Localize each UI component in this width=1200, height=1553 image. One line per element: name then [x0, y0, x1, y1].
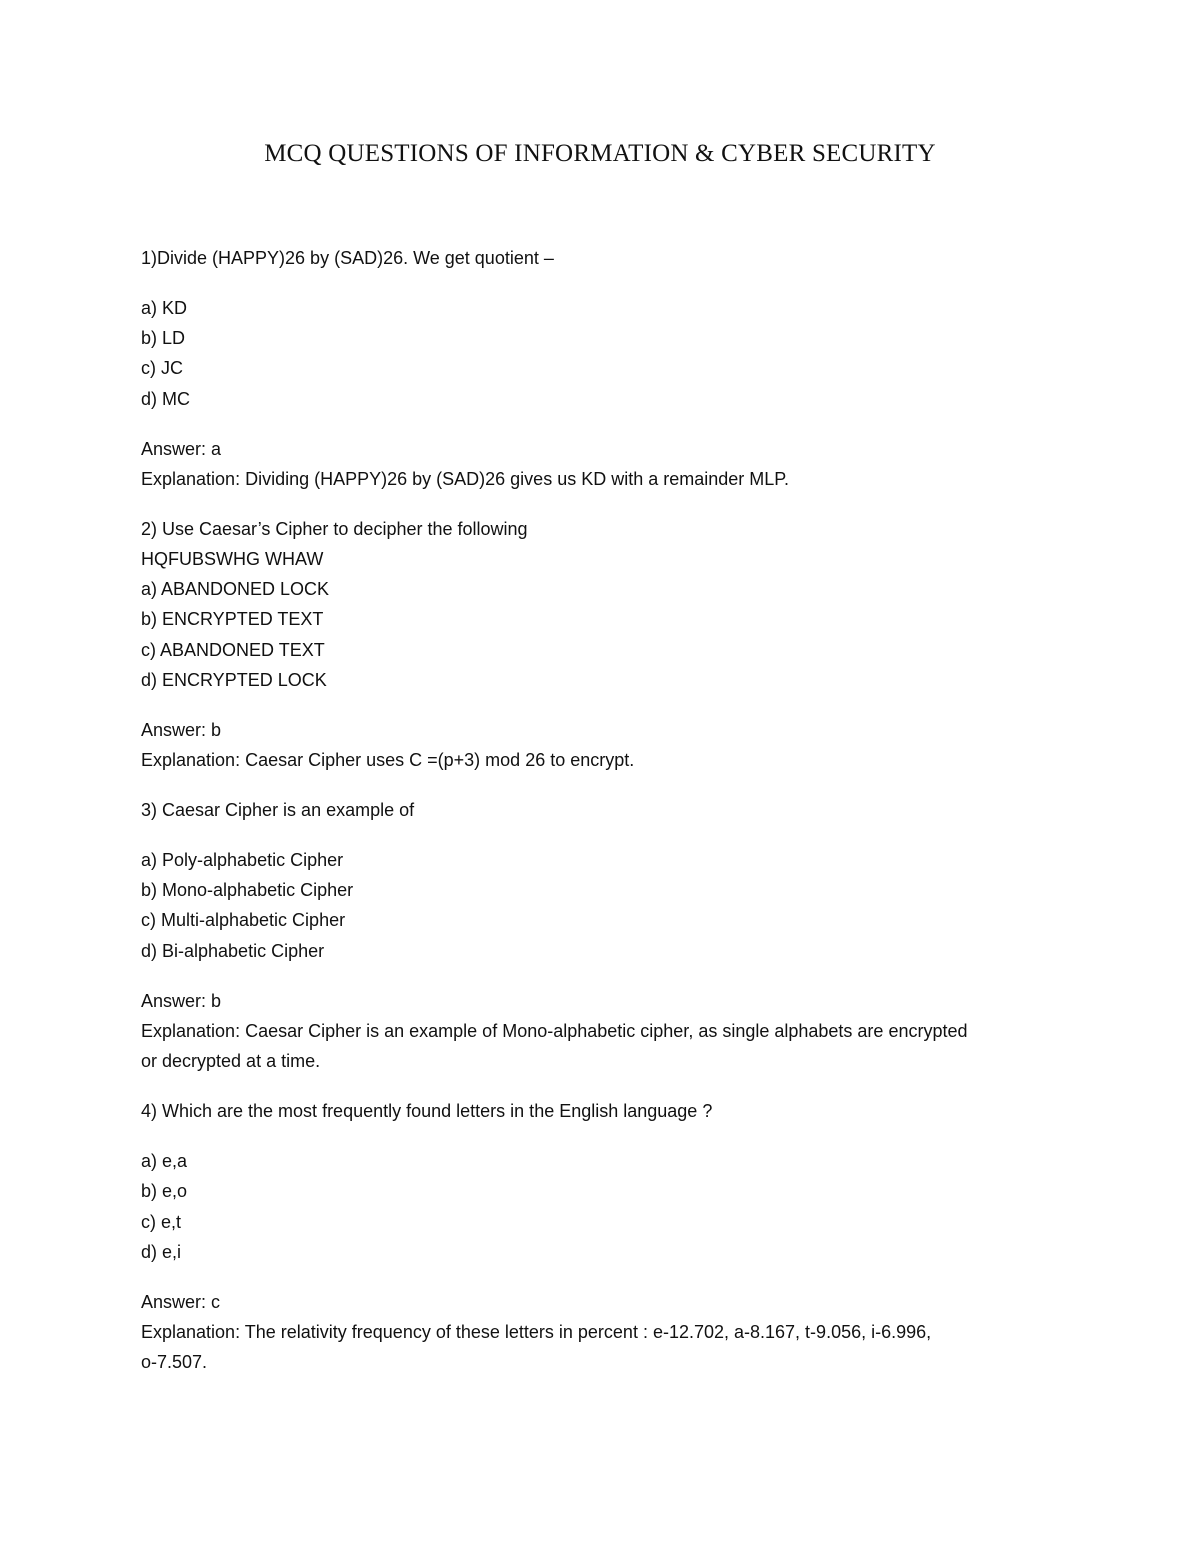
question-1-text: 1)Divide (HAPPY)26 by (SAD)26. We get quotient –	[141, 248, 554, 268]
question-3-answer: Answer: b	[141, 991, 222, 1011]
question-4-option-a: a) e,a	[141, 1151, 188, 1171]
question-4-explanation-line-2: o-7.507.	[141, 1352, 208, 1372]
question-4-text: 4) Which are the most frequently found letters in the English language ?	[141, 1101, 713, 1121]
question-3-option-c: c) Multi-alphabetic Cipher	[141, 910, 346, 930]
question-2-text: 2) Use Caesar’s Cipher to decipher the following	[141, 519, 528, 539]
question-1-option-a: a) KD	[141, 298, 188, 318]
question-1-option-b: b) LD	[141, 328, 186, 348]
question-3-explanation-line-1: Explanation: Caesar Cipher is an example of Mono-alphabetic cipher, as single alphabets are encrypted	[141, 1021, 968, 1041]
question-2-option-b: b) ENCRYPTED TEXT	[141, 609, 324, 629]
question-4-option-c: c) e,t	[141, 1212, 182, 1232]
question-3-option-a: a) Poly-alphabetic Cipher	[141, 850, 344, 870]
question-2-explanation: Explanation: Caesar Cipher uses C =(p+3) mod 26 to encrypt.	[141, 750, 635, 770]
question-1-explanation: Explanation: Dividing (HAPPY)26 by (SAD)26 gives us KD with a remainder MLP.	[141, 469, 789, 489]
question-2-ciphertext: HQFUBSWHG WHAW	[141, 549, 324, 569]
question-2-option-c: c) ABANDONED TEXT	[141, 640, 325, 660]
question-2-option-d: d) ENCRYPTED LOCK	[141, 670, 327, 690]
question-4-option-b: b) e,o	[141, 1181, 188, 1201]
question-3-option-d: d) Bi-alphabetic Cipher	[141, 941, 325, 961]
question-2-answer: Answer: b	[141, 720, 222, 740]
question-1-option-c: c) JC	[141, 358, 183, 378]
page-title: MCQ QUESTIONS OF INFORMATION & CYBER SECURITY	[264, 140, 936, 167]
question-3-explanation-line-2: or decrypted at a time.	[141, 1051, 321, 1071]
question-2-option-a: a) ABANDONED LOCK	[141, 579, 330, 599]
question-4-answer: Answer: c	[141, 1292, 221, 1312]
question-3-text: 3) Caesar Cipher is an example of	[141, 800, 415, 820]
question-4-explanation-line-1: Explanation: The relativity frequency of these letters in percent : e-12.702, a-8.167, t-9.056, i-6.996,	[141, 1322, 932, 1342]
question-1-answer: Answer: a	[141, 439, 222, 459]
question-3-option-b: b) Mono-alphabetic Cipher	[141, 880, 354, 900]
question-1-option-d: d) MC	[141, 389, 190, 409]
question-4-option-d: d) e,i	[141, 1242, 182, 1262]
